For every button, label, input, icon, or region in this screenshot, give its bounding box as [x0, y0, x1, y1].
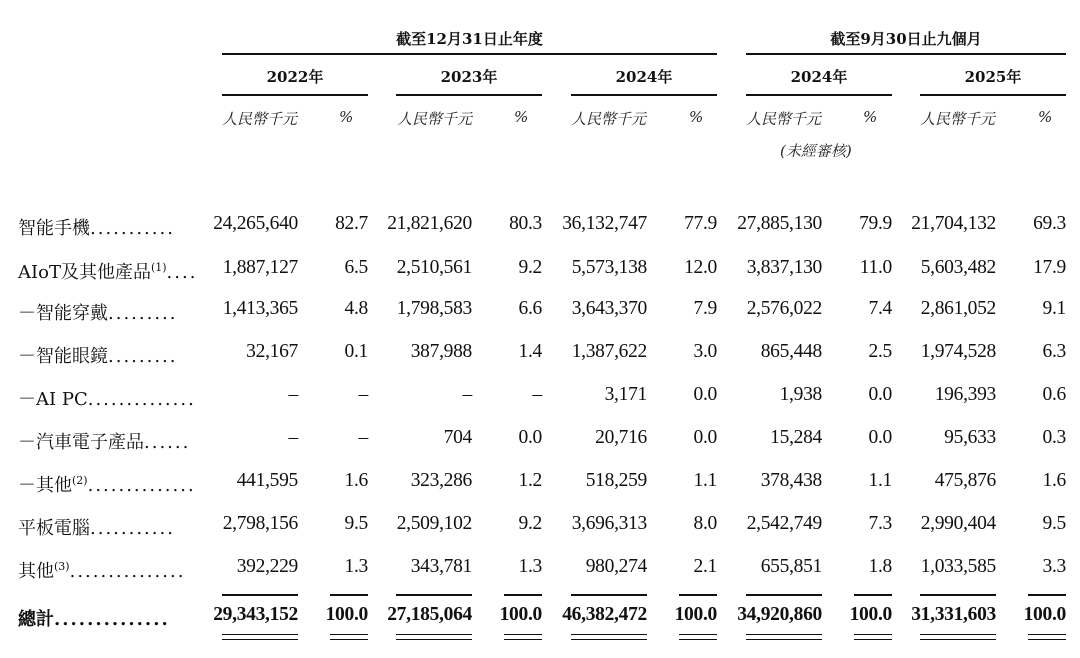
cell-amount-2023: 1,798,583: [396, 298, 472, 319]
cell-amount-2022: 24,265,640: [213, 213, 298, 234]
row-label-text: 總計: [18, 609, 54, 630]
total-top-rule: [330, 594, 368, 596]
year-header-2024-nine: 2024年: [790, 68, 848, 86]
unit-amount-2025: 人民幣千元: [920, 110, 996, 128]
total-top-rule: [504, 594, 542, 596]
row-label-text: 智能手機: [18, 218, 90, 239]
total-top-rule: [746, 594, 822, 596]
cell-amount-2024: 1,387,622: [571, 341, 647, 362]
cell-amount-2024: 20,716: [595, 427, 647, 448]
cell-amount-2025: 5,603,482: [920, 257, 996, 278]
cell-amount-2025: 475,876: [934, 470, 996, 491]
unit-amount-2022: 人民幣千元: [222, 110, 298, 128]
cell-pct-2022: 1.3: [344, 556, 368, 577]
row-label: [18, 605, 194, 631]
cell-pct-2024: 12.0: [684, 257, 717, 278]
cell-pct-2023: 80.3: [509, 213, 542, 234]
cell-pct-2023: 6.6: [518, 298, 542, 319]
header-annual-period: 截至12月31日止年度: [396, 30, 543, 48]
cell-pct-2023: –: [532, 384, 542, 405]
cell-amount-2025: 1,974,528: [920, 341, 996, 362]
cell-pct-2024: 0.0: [693, 384, 717, 405]
row-label-text: －汽車電子產品: [18, 432, 144, 453]
cell-amount-2022: 32,167: [246, 341, 298, 362]
leader-dots: ..............: [87, 475, 196, 496]
cell-amount-2023: 27,185,064: [387, 604, 472, 625]
total-double-rule: [504, 634, 542, 635]
year-header-2023: 2023年: [440, 68, 498, 86]
cell-pct-2024: 3.0: [693, 341, 717, 362]
cell-pct-2024: 8.0: [693, 513, 717, 534]
cell-amount-2022: 1,887,127: [222, 257, 298, 278]
cell-amount-2024: 3,696,313: [571, 513, 647, 534]
cell-amount-2024: 980,274: [585, 556, 647, 577]
cell-pct-2022: –: [358, 384, 368, 405]
cell-amount-2024: 518,259: [585, 470, 647, 491]
header-annual-rule: [222, 53, 717, 55]
cell-amount-2024-nine: 34,920,860: [737, 604, 822, 625]
cell-pct-2025: 9.1: [1042, 298, 1066, 319]
cell-amount-2023: 323,286: [410, 470, 472, 491]
row-label: [18, 214, 194, 240]
cell-pct-2022: 1.6: [344, 470, 368, 491]
leader-dots: .........: [108, 303, 178, 324]
cell-pct-2025: 6.3: [1042, 341, 1066, 362]
cell-pct-2025: 1.6: [1042, 470, 1066, 491]
unit-pct-2024-nine: %: [863, 108, 878, 126]
cell-pct-2025: 9.5: [1042, 513, 1066, 534]
unit-pct-2022: %: [339, 108, 354, 126]
cell-pct-2023: 0.0: [518, 427, 542, 448]
year-rule-2025: [920, 94, 1066, 96]
cell-amount-2023: 21,821,620: [387, 213, 472, 234]
cell-amount-2022: 2,798,156: [222, 513, 298, 534]
cell-amount-2024: 3,171: [604, 384, 647, 405]
year-rule-2024: [571, 94, 717, 96]
total-double-rule: [854, 639, 892, 640]
total-top-rule: [222, 594, 298, 596]
row-label: [18, 514, 194, 540]
cell-amount-2025: 95,633: [944, 427, 996, 448]
cell-pct-2024-nine: 1.8: [868, 556, 892, 577]
cell-amount-2022: 441,595: [236, 470, 298, 491]
row-label-text: －智能穿戴: [18, 303, 108, 324]
leader-dots: ...........: [90, 218, 175, 239]
total-double-rule: [1028, 639, 1066, 640]
cell-pct-2022: 9.5: [344, 513, 368, 534]
cell-amount-2025: 2,861,052: [920, 298, 996, 319]
year-rule-2023: [396, 94, 542, 96]
total-top-rule: [854, 594, 892, 596]
total-top-rule: [1028, 594, 1066, 596]
header-nine-month-period: 截至9月30日止九個月: [830, 30, 982, 48]
cell-amount-2022: –: [288, 427, 298, 448]
cell-amount-2023: 387,988: [410, 341, 472, 362]
cell-amount-2024-nine: 378,438: [760, 470, 822, 491]
cell-pct-2025: 0.3: [1042, 427, 1066, 448]
cell-pct-2024-nine: 7.4: [868, 298, 892, 319]
total-double-rule: [504, 639, 542, 640]
row-label: [18, 471, 194, 497]
cell-amount-2025: 1,033,585: [920, 556, 996, 577]
footnote-marker: (3): [54, 560, 70, 573]
cell-amount-2025: 196,393: [934, 384, 996, 405]
cell-pct-2024-nine: 0.0: [868, 384, 892, 405]
year-header-2022: 2022年: [266, 68, 324, 86]
cell-amount-2024-nine: 655,851: [760, 556, 822, 577]
cell-pct-2025: 100.0: [1023, 604, 1066, 625]
cell-amount-2025: 21,704,132: [911, 213, 996, 234]
unit-amount-2024: 人民幣千元: [571, 110, 647, 128]
cell-amount-2024: 5,573,138: [571, 257, 647, 278]
cell-pct-2025: 17.9: [1033, 257, 1066, 278]
total-top-rule: [571, 594, 647, 596]
total-top-rule: [396, 594, 472, 596]
cell-pct-2024: 1.1: [693, 470, 717, 491]
cell-amount-2022: –: [288, 384, 298, 405]
leader-dots: ..............: [87, 389, 196, 410]
cell-amount-2024: 46,382,472: [562, 604, 647, 625]
row-label: [18, 428, 194, 454]
leader-dots: ......: [144, 432, 191, 453]
total-double-rule: [920, 639, 996, 640]
row-label-text: －其他: [18, 475, 72, 496]
cell-pct-2023: 100.0: [499, 604, 542, 625]
cell-pct-2022: 100.0: [325, 604, 368, 625]
total-double-rule: [920, 634, 996, 635]
total-double-rule: [571, 634, 647, 635]
cell-amount-2023: –: [462, 384, 472, 405]
row-label: [18, 342, 194, 368]
cell-amount-2025: 31,331,603: [911, 604, 996, 625]
cell-amount-2024-nine: 865,448: [760, 341, 822, 362]
unit-amount-2024-nine: 人民幣千元: [746, 110, 822, 128]
total-double-rule: [679, 634, 717, 635]
cell-amount-2023: 2,510,561: [396, 257, 472, 278]
cell-amount-2024-nine: 15,284: [770, 427, 822, 448]
cell-pct-2024: 2.1: [693, 556, 717, 577]
cell-pct-2024-nine: 7.3: [868, 513, 892, 534]
cell-pct-2024: 0.0: [693, 427, 717, 448]
cell-pct-2024-nine: 2.5: [868, 341, 892, 362]
leader-dots: ...............: [69, 561, 186, 582]
cell-amount-2023: 343,781: [410, 556, 472, 577]
row-label: [18, 258, 198, 284]
cell-pct-2023: 1.2: [518, 470, 542, 491]
cell-pct-2025: 3.3: [1042, 556, 1066, 577]
cell-amount-2022: 29,343,152: [213, 604, 298, 625]
cell-pct-2024-nine: 11.0: [859, 257, 892, 278]
year-rule-2024-nine: [746, 94, 892, 96]
row-label-text: AIoT及其他產品: [18, 262, 151, 283]
cell-pct-2022: 6.5: [344, 257, 368, 278]
total-top-rule: [920, 594, 996, 596]
total-double-rule: [330, 634, 368, 635]
footnote-marker: (2): [72, 474, 88, 487]
year-header-2025: 2025年: [964, 68, 1022, 86]
cell-amount-2022: 1,413,365: [222, 298, 298, 319]
cell-pct-2024: 100.0: [674, 604, 717, 625]
cell-amount-2025: 2,990,404: [920, 513, 996, 534]
cell-amount-2024-nine: 27,885,130: [737, 213, 822, 234]
year-header-2024: 2024年: [615, 68, 673, 86]
total-double-rule: [679, 639, 717, 640]
row-label: [18, 299, 194, 325]
total-double-rule: [746, 634, 822, 635]
header-nine-month-rule: [746, 53, 1066, 55]
cell-pct-2025: 69.3: [1033, 213, 1066, 234]
cell-amount-2024-nine: 2,542,749: [746, 513, 822, 534]
total-double-rule: [746, 639, 822, 640]
cell-pct-2023: 1.4: [518, 341, 542, 362]
row-label-text: －智能眼鏡: [18, 346, 108, 367]
unaudited-note: (未經審核): [780, 142, 852, 160]
cell-amount-2023: 2,509,102: [396, 513, 472, 534]
row-label: [18, 557, 194, 583]
cell-pct-2024: 7.9: [693, 298, 717, 319]
row-label: [18, 385, 194, 411]
cell-pct-2023: 9.2: [518, 257, 542, 278]
total-double-rule: [222, 639, 298, 640]
unit-amount-2023: 人民幣千元: [397, 110, 473, 128]
row-label-text: 平板電腦: [18, 518, 90, 539]
cell-amount-2022: 392,229: [236, 556, 298, 577]
total-double-rule: [330, 639, 368, 640]
total-double-rule: [222, 634, 298, 635]
leader-dots: .........: [108, 346, 178, 367]
cell-amount-2024-nine: 3,837,130: [746, 257, 822, 278]
total-top-rule: [679, 594, 717, 596]
unit-pct-2023: %: [514, 108, 529, 126]
row-label-text: 其他: [18, 561, 54, 582]
cell-pct-2023: 9.2: [518, 513, 542, 534]
cell-pct-2022: 0.1: [344, 341, 368, 362]
cell-amount-2023: 704: [443, 427, 472, 448]
total-double-rule: [396, 639, 472, 640]
total-double-rule: [571, 639, 647, 640]
unit-pct-2024: %: [689, 108, 704, 126]
cell-amount-2024-nine: 1,938: [779, 384, 822, 405]
total-double-rule: [396, 634, 472, 635]
leader-dots: ...........: [90, 518, 175, 539]
cell-pct-2024: 77.9: [684, 213, 717, 234]
year-rule-2022: [222, 94, 368, 96]
cell-pct-2022: 82.7: [335, 213, 368, 234]
total-double-rule: [854, 634, 892, 635]
cell-pct-2022: –: [358, 427, 368, 448]
cell-pct-2024-nine: 0.0: [868, 427, 892, 448]
cell-pct-2022: 4.8: [344, 298, 368, 319]
leader-dots: ..............: [54, 609, 170, 630]
cell-pct-2024-nine: 100.0: [849, 604, 892, 625]
cell-amount-2024: 3,643,370: [571, 298, 647, 319]
cell-pct-2024-nine: 79.9: [859, 213, 892, 234]
cell-amount-2024-nine: 2,576,022: [746, 298, 822, 319]
cell-pct-2024-nine: 1.1: [868, 470, 892, 491]
cell-pct-2025: 0.6: [1042, 384, 1066, 405]
total-double-rule: [1028, 634, 1066, 635]
cell-pct-2023: 1.3: [518, 556, 542, 577]
row-label-text: －AI PC: [18, 389, 88, 410]
unit-pct-2025: %: [1038, 108, 1053, 126]
footnote-marker: (1): [150, 261, 167, 274]
cell-amount-2024: 36,132,747: [562, 213, 647, 234]
leader-dots: ....: [166, 262, 198, 283]
